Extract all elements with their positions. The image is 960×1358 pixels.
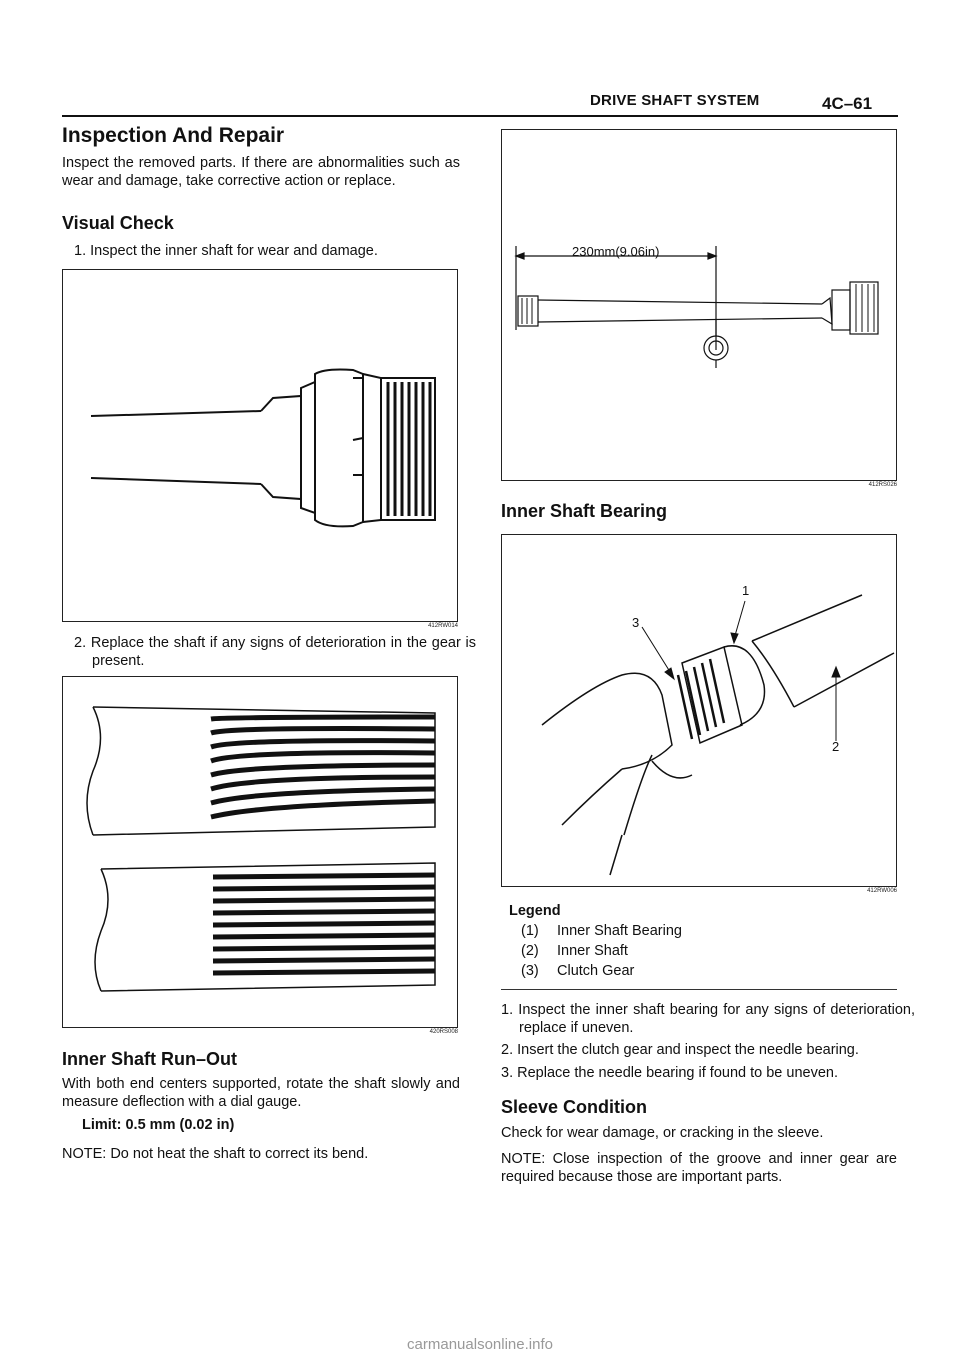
page-title: Inspection And Repair [62,124,285,147]
legend-item: (2) Inner Shaft [521,943,628,959]
inner-shaft-illustration [63,270,457,621]
figure-code-2: 420RS008 [429,1029,458,1035]
callout-2: 2 [832,739,840,754]
runout-heading: Inner Shaft Run–Out [62,1049,237,1069]
sleeve-paragraph: Check for wear damage, or cracking in the sleeve. [501,1125,824,1141]
bearing-illustration [502,535,896,886]
legend-rule [501,989,897,990]
bearing-step-2: 2. Insert the clutch gear and inspect the needle bearing. [501,1042,859,1058]
visual-check-step-1: 1. Inspect the inner shaft for wear and damage. [74,243,378,259]
visual-check-step-2: 2. Replace the shaft if any signs of deterioration in the gear is present. [74,635,476,669]
runout-paragraph: With both end centers supported, rotate the shaft slowly and measure deflection with a dial gauge. [62,1076,460,1110]
runout-limit: Limit: 0.5 mm (0.02 in) [82,1117,235,1133]
runout-dimension-label: 230mm(9.06in) [572,244,660,259]
callout-1: 1 [742,583,750,598]
figure-code-4: 412RW006 [867,888,897,894]
figure-runout-measurement [501,129,897,481]
legend-item: (3) Clutch Gear [521,963,635,979]
figure-gear-comparison [62,676,458,1028]
legend-list [521,921,682,981]
bearing-heading: Inner Shaft Bearing [501,501,668,521]
page-number: 4C–61 [822,94,873,113]
figure-inner-shaft [62,269,458,622]
runout-note: NOTE: Do not heat the shaft to correct its bend. [62,1146,369,1162]
legend-title: Legend [509,903,561,919]
watermark: carmanualsonline.info [407,1336,553,1353]
figure-code-1: 412RW014 [428,623,458,629]
header-rule [62,115,898,117]
sleeve-note: NOTE: Close inspection of the groove and inner gear are required because those are important parts. [501,1151,897,1185]
figure-code-3: 412RS026 [868,482,897,488]
spline-comparison-illustration [63,677,457,1027]
bearing-step-3: 3. Replace the needle bearing if found to be uneven. [501,1065,838,1081]
visual-check-heading: Visual Check [62,213,174,233]
section-title: DRIVE SHAFT SYSTEM [590,92,760,109]
sleeve-heading: Sleeve Condition [501,1097,648,1117]
bearing-step-1: 1. Inspect the inner shaft bearing for any signs of deterioration, replace if uneven. [501,1002,915,1036]
intro-paragraph: Inspect the removed parts. If there are abnormalities such as wear and damage, take corrective action or replace. [62,155,460,189]
runout-measurement-illustration [502,130,896,480]
figure-inner-shaft-bearing [501,534,897,887]
legend-item: (1) Inner Shaft Bearing [521,923,682,939]
callout-3: 3 [632,615,640,630]
